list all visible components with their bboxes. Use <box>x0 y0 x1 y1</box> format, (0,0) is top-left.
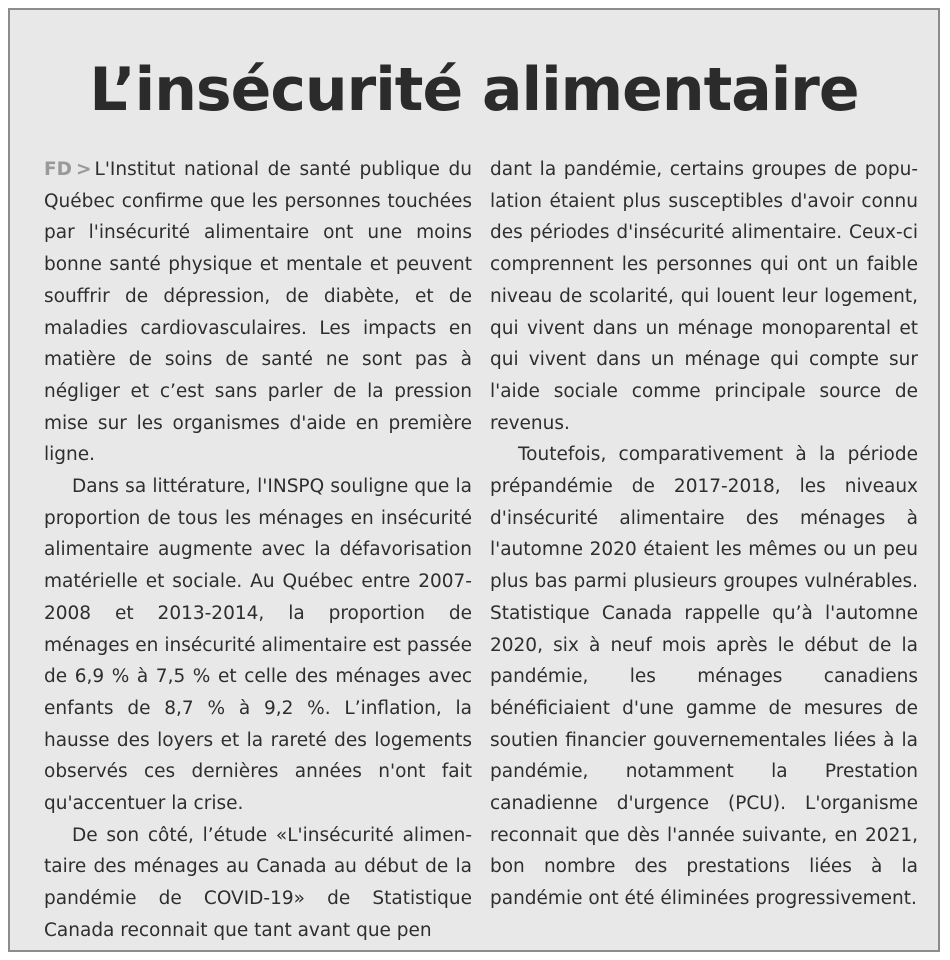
article-paragraph: De son côté, l’étude «L'insécurité alimentaire des ménages au Canada au début de la pandémie de COVID-19» de Statistique Canada reconnait que tant avant que pen <box>44 824 472 941</box>
paragraph-text: L'Institut national de santé publique du Québec confirme que les personnes touchées par l'insécurité alimentaire ont une moins bonne santé physique et mentale et peuvent souffrir de dépression, de diabète, et de maladies cardiovasculaires. Les impacts en matière de soins de santé ne sont pas à négliger et c’est sans parler de la pression mise sur les organismes d'aide en première ligne. <box>44 159 472 466</box>
article-column-right <box>490 154 918 915</box>
article-paragraph: dant la pandémie, certains groupes de population étaient plus susceptibles d'avoir connu des périodes d'insécurité alimentaire. Ceux-ci comprennent les personnes qui ont un faible niveau de scolarité, qui louent leur logement, qui vivent dans un ménage monoparental et qui vivent dans un ménage qui compte sur l'aide sociale comme principale source de revenus. <box>490 159 918 434</box>
byline-arrow: > <box>76 159 92 180</box>
article-title: L’insécurité alimentaire <box>89 55 859 125</box>
article-frame <box>8 8 940 952</box>
article-column-left <box>44 154 472 947</box>
article-paragraph: Toutefois, comparativement à la période prépandémie de 2017-2018, les niveaux d'insécurité alimentaire des ménages à l'automne 2020 étaient les mêmes ou un peu plus bas parmi plusieurs groupes vulnérables. Statistique Canada rappelle qu’à l'automne 2020, six à neuf mois après le début de la pandémie, les ménages canadiens bénéficiaient d'une gamme de mesures de soutien financier gouvernementales liées à la pandémie, notamment la Prestation canadienne d'urgence (PCU). L'organisme reconnait que dès l'année suivante, en 2021, bon nombre des prestations liées à la pandémie ont été éliminées progressivement. <box>490 444 918 910</box>
article-paragraph <box>44 154 472 471</box>
byline-tag: FD <box>44 159 72 180</box>
article-paragraph: Dans sa littérature, l'INSPQ souligne que la proportion de tous les ménages en insécurité alimentaire augmente avec la défavorisation matérielle et sociale. Au Québec entre 2007-2008 et 2013-2014, la proportion de ménages en insécurité alimentaire est passée de 6,9 % à 7,5 % et celle des ménages avec enfants de 8,7 % à 9,2 %. L’inflation, la hausse des loyers et la rareté des logements observés ces dernières années n'ont fait qu'accentuer la crise. <box>44 476 472 815</box>
